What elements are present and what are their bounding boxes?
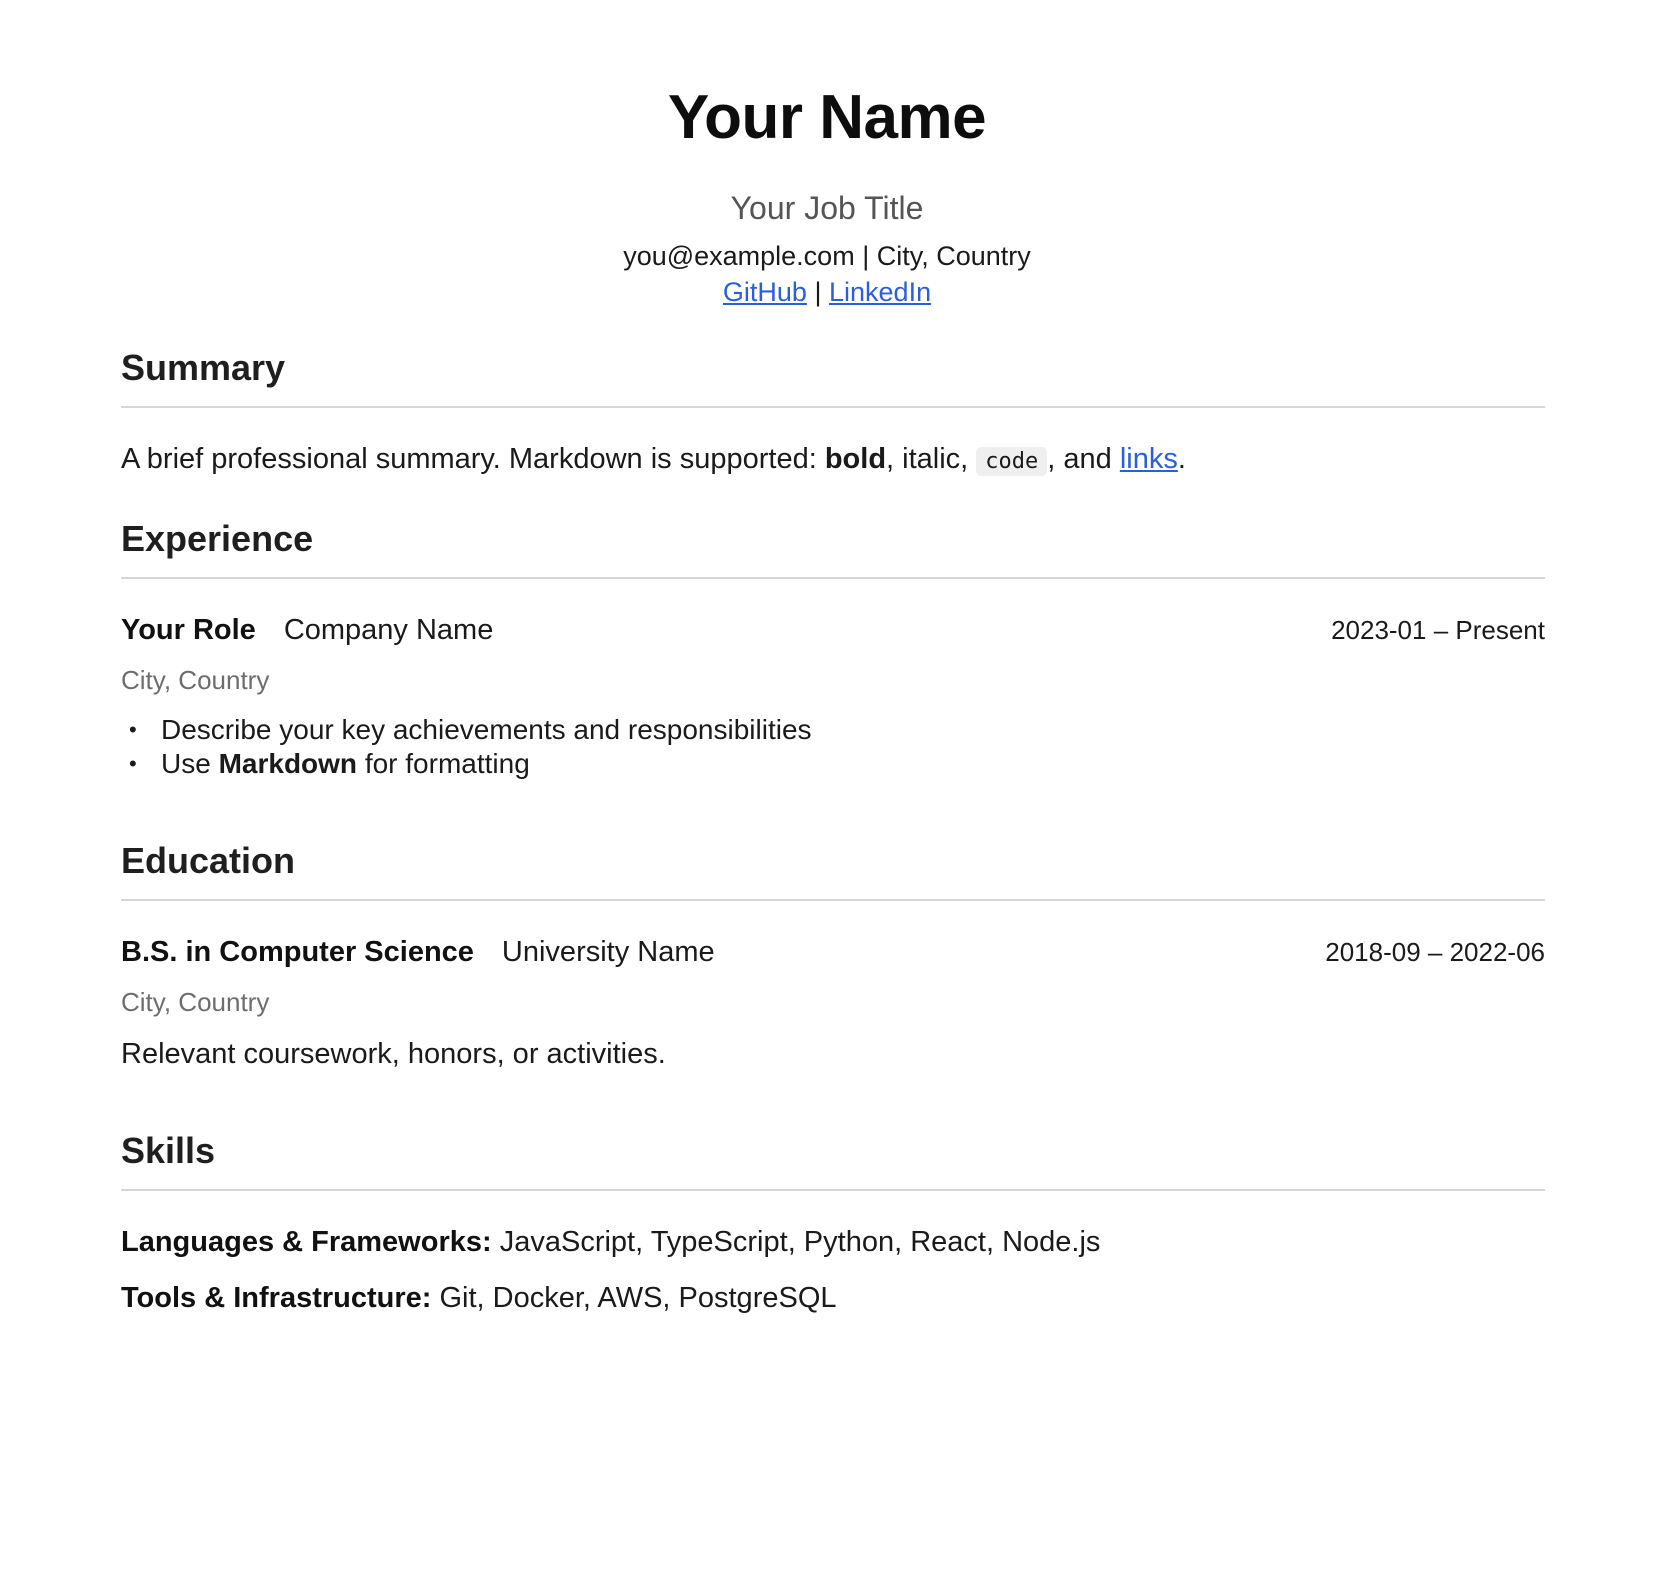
education-entry bbox=[121, 933, 1545, 1073]
summary-text-part: , and bbox=[1047, 443, 1120, 475]
skill-row bbox=[121, 1279, 1545, 1317]
name-heading: Your Name bbox=[667, 83, 987, 152]
links-separator: | bbox=[814, 277, 822, 307]
section-title-experience: Experience bbox=[121, 518, 314, 559]
section-divider bbox=[121, 1189, 1545, 1191]
skill-value: Git, Docker, AWS, PostgreSQL bbox=[431, 1282, 837, 1314]
entry-title-group bbox=[121, 933, 715, 971]
bullet-text: Describe your key achievements and responsibilities bbox=[161, 714, 812, 745]
entry-header bbox=[121, 611, 1545, 649]
entry-dates: 2018-09 – 2022-06 bbox=[1325, 937, 1545, 967]
section-divider bbox=[121, 406, 1545, 408]
summary-bold-word: bold bbox=[824, 443, 887, 475]
section-divider bbox=[121, 899, 1545, 901]
bullet-text: for formatting bbox=[357, 748, 530, 779]
bullet-icon: • bbox=[129, 717, 137, 742]
skill-row bbox=[121, 1223, 1545, 1261]
section-divider bbox=[121, 577, 1545, 579]
bullet-icon: • bbox=[129, 751, 137, 776]
summary-code-word: code bbox=[976, 447, 1047, 476]
list-item bbox=[121, 713, 1545, 747]
experience-section bbox=[121, 517, 1545, 781]
skill-label: Tools & Infrastructure: bbox=[121, 1282, 432, 1314]
bullet-text: Use bbox=[161, 748, 219, 779]
email-text: you@example.com bbox=[623, 241, 855, 271]
skill-label: Languages & Frameworks: bbox=[121, 1226, 492, 1258]
profile-links bbox=[0, 274, 1654, 310]
entry-role: Your Role bbox=[121, 614, 256, 646]
section-title-summary: Summary bbox=[121, 347, 286, 388]
section-title-skills: Skills bbox=[121, 1130, 216, 1171]
summary-text-part: , italic, bbox=[886, 443, 977, 475]
github-link[interactable]: GitHub bbox=[722, 277, 807, 307]
achievement-list bbox=[121, 713, 1545, 781]
location-text: City, Country bbox=[876, 241, 1031, 271]
list-item bbox=[121, 747, 1545, 781]
entry-location: City, Country bbox=[121, 665, 270, 695]
entry-dates: 2023-01 – Present bbox=[1331, 615, 1545, 645]
entry-title-group bbox=[121, 611, 493, 649]
job-title: Your Job Title bbox=[730, 190, 924, 226]
entry-location: City, Country bbox=[121, 987, 270, 1017]
experience-entry bbox=[121, 611, 1545, 781]
summary-link[interactable]: links bbox=[1119, 443, 1178, 475]
education-section bbox=[121, 839, 1545, 1073]
entry-degree: B.S. in Computer Science bbox=[121, 936, 474, 968]
contact-separator: | bbox=[862, 241, 870, 271]
summary-section bbox=[121, 346, 1545, 481]
summary-text bbox=[121, 440, 1545, 481]
summary-text-part: . bbox=[1177, 443, 1186, 475]
skills-section bbox=[121, 1129, 1545, 1317]
entry-description: Relevant coursework, honors, or activities. bbox=[121, 1038, 666, 1070]
section-title-education: Education bbox=[121, 840, 296, 881]
skill-value: JavaScript, TypeScript, Python, React, Node.js bbox=[491, 1226, 1101, 1258]
entry-company: Company Name bbox=[283, 614, 494, 646]
contact-line bbox=[0, 238, 1654, 274]
resume-header bbox=[0, 0, 1654, 310]
entry-header bbox=[121, 933, 1545, 971]
bullet-bold-text: Markdown bbox=[218, 748, 358, 779]
summary-text-part: A brief professional summary. Markdown is supported: bbox=[121, 443, 825, 475]
linkedin-link[interactable]: LinkedIn bbox=[829, 277, 932, 307]
entry-school: University Name bbox=[501, 936, 715, 968]
